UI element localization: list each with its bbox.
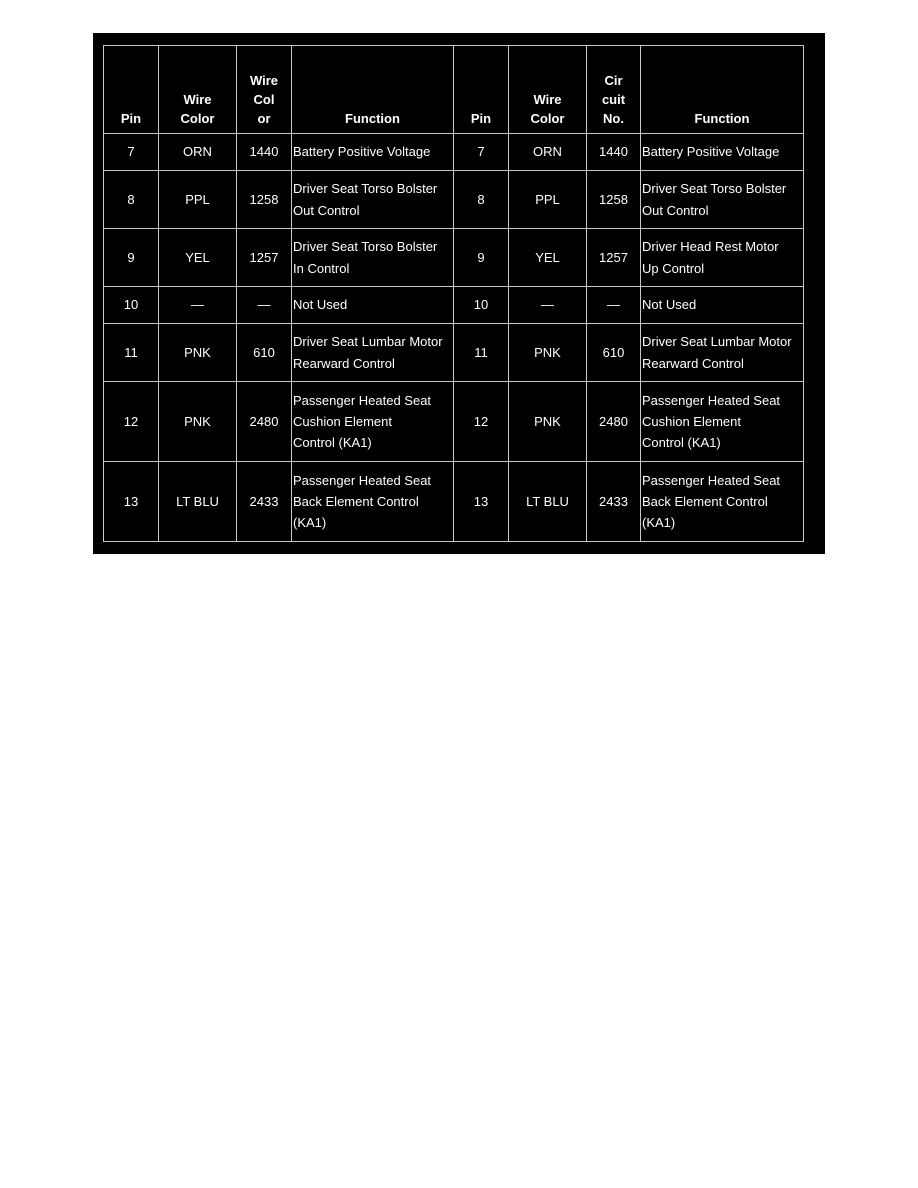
table-row	[104, 287, 804, 324]
wire-color-cell: ORN	[509, 134, 587, 171]
circuit-cell: 2480	[587, 382, 641, 462]
function-cell: Passenger Heated Seat Cushion Element Control (KA1)	[292, 382, 454, 462]
pin-cell: 8	[104, 171, 159, 229]
table-row	[104, 324, 804, 382]
pin-cell: 8	[454, 171, 509, 229]
header-circuit-left: Wire Col or	[237, 46, 292, 134]
pin-cell: 12	[454, 382, 509, 462]
circuit-cell: 1258	[587, 171, 641, 229]
pin-cell: 7	[104, 134, 159, 171]
wire-color-cell: —	[509, 287, 587, 324]
circuit-cell: 2433	[237, 462, 292, 542]
table-row	[104, 462, 804, 542]
header-wire-color-right: Wire Color	[509, 46, 587, 134]
pin-cell: 10	[104, 287, 159, 324]
wire-color-cell: PNK	[509, 324, 587, 382]
circuit-cell: —	[237, 287, 292, 324]
pin-cell: 9	[104, 229, 159, 287]
wire-color-cell: PPL	[509, 171, 587, 229]
wire-color-cell: LT BLU	[159, 462, 237, 542]
table-row	[104, 382, 804, 462]
wire-color-cell: PNK	[159, 382, 237, 462]
header-pin-left: Pin	[104, 46, 159, 134]
header-circuit-right: Cir cuit No.	[587, 46, 641, 134]
pin-cell: 9	[454, 229, 509, 287]
wire-color-cell: PPL	[159, 171, 237, 229]
circuit-cell: —	[587, 287, 641, 324]
wire-color-cell: —	[159, 287, 237, 324]
table-row	[104, 229, 804, 287]
table-row	[104, 171, 804, 229]
table-row	[104, 134, 804, 171]
pin-cell: 10	[454, 287, 509, 324]
function-cell: Passenger Heated Seat Cushion Element Control (KA1)	[641, 382, 804, 462]
function-cell: Battery Positive Voltage	[292, 134, 454, 171]
wire-color-cell: PNK	[509, 382, 587, 462]
header-pin-right: Pin	[454, 46, 509, 134]
function-cell: Not Used	[292, 287, 454, 324]
function-cell: Driver Seat Lumbar Motor Rearward Control	[292, 324, 454, 382]
header-wire-color-left: Wire Color	[159, 46, 237, 134]
header-function-right: Function	[641, 46, 804, 134]
circuit-cell: 1257	[237, 229, 292, 287]
function-cell: Not Used	[641, 287, 804, 324]
function-cell: Battery Positive Voltage	[641, 134, 804, 171]
function-cell: Driver Seat Lumbar Motor Rearward Control	[641, 324, 804, 382]
circuit-cell: 1257	[587, 229, 641, 287]
function-cell: Driver Head Rest Motor Up Control	[641, 229, 804, 287]
pin-cell: 13	[454, 462, 509, 542]
circuit-cell: 610	[237, 324, 292, 382]
circuit-cell: 610	[587, 324, 641, 382]
wire-color-cell: PNK	[159, 324, 237, 382]
function-cell: Passenger Heated Seat Back Element Control (KA1)	[292, 462, 454, 542]
circuit-cell: 1258	[237, 171, 292, 229]
circuit-cell: 2480	[237, 382, 292, 462]
pin-cell: 11	[104, 324, 159, 382]
pin-cell: 11	[454, 324, 509, 382]
circuit-cell: 1440	[587, 134, 641, 171]
wire-color-cell: ORN	[159, 134, 237, 171]
header-row	[104, 46, 804, 134]
connector-pinout-panel	[93, 33, 825, 554]
pin-cell: 12	[104, 382, 159, 462]
function-cell: Driver Seat Torso Bolster Out Control	[641, 171, 804, 229]
wire-color-cell: YEL	[509, 229, 587, 287]
connector-pinout-table	[103, 45, 804, 542]
pin-cell: 7	[454, 134, 509, 171]
function-cell: Passenger Heated Seat Back Element Control (KA1)	[641, 462, 804, 542]
wire-color-cell: LT BLU	[509, 462, 587, 542]
circuit-cell: 1440	[237, 134, 292, 171]
header-function-left: Function	[292, 46, 454, 134]
function-cell: Driver Seat Torso Bolster In Control	[292, 229, 454, 287]
circuit-cell: 2433	[587, 462, 641, 542]
wire-color-cell: YEL	[159, 229, 237, 287]
function-cell: Driver Seat Torso Bolster Out Control	[292, 171, 454, 229]
pin-cell: 13	[104, 462, 159, 542]
